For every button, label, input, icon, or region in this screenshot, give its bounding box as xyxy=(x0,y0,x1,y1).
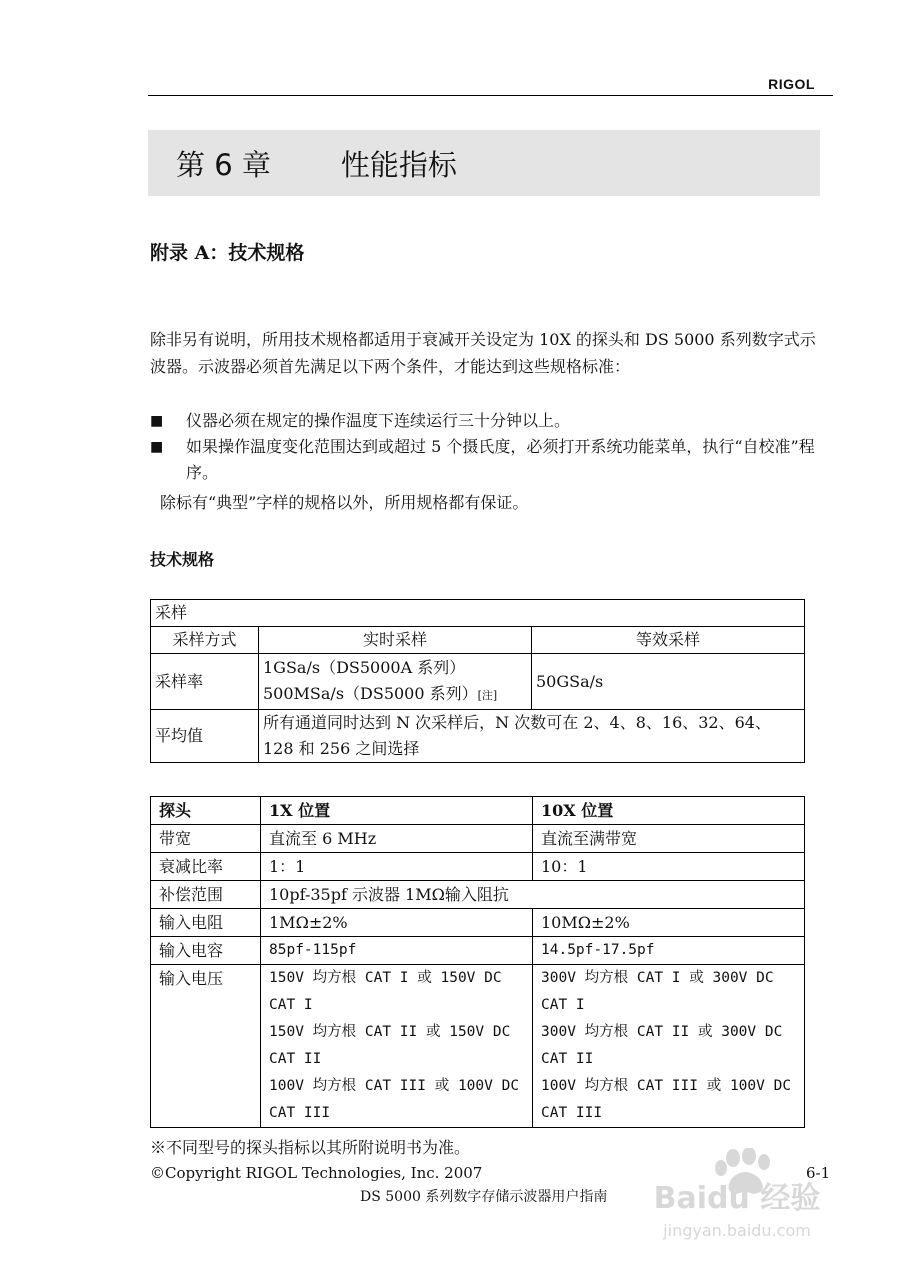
table-row xyxy=(151,853,805,881)
list-item-text: 仪器必须在规定的操作温度下连续运行三十分钟以上。 xyxy=(186,411,571,430)
page-number: 6-1 xyxy=(806,1164,831,1182)
voltage-line: 150V 均方根 CAT II 或 150V DC CAT II xyxy=(269,1024,511,1067)
list-item-text: 如果操作温度变化范围达到或超过 5 个摄氏度，必须打开系统功能菜单，执行“自校准”程序。 xyxy=(186,437,815,482)
table-header-cell: 采样方式 xyxy=(151,627,259,654)
table-caption: 采样 xyxy=(151,600,805,627)
table-row xyxy=(151,654,805,710)
table-cell: 85pf-115pf xyxy=(261,937,533,965)
watermark-url: jingyan.baidu.com xyxy=(663,1221,811,1240)
table-cell: 10：1 xyxy=(533,853,805,881)
table-cell: 衰减比率 xyxy=(151,853,261,881)
table-cell: 1：1 xyxy=(261,853,533,881)
condition-list xyxy=(150,408,830,486)
rate-realtime-line: 500MSa/s（DS5000 系列）[注] xyxy=(263,683,498,703)
intro-paragraph: 除非另有说明，所用技术规格都适用于衰减开关设定为 10X 的探头和 DS 5000 系列数字式示波器。示波器必须首先满足以下两个条件，才能达到这些规格标准： xyxy=(150,330,816,376)
voltage-line: 100V 均方根 CAT III 或 100V DC CAT III xyxy=(269,1078,520,1121)
table-cell xyxy=(533,965,805,1128)
chapter-title: 性能指标 xyxy=(340,148,457,182)
chapter-heading xyxy=(176,143,457,184)
table-cell: 输入电压 xyxy=(151,965,261,1128)
table-row xyxy=(151,627,805,654)
table-cell: 所有通道同时达到 N 次采样后，N 次数可在 2、4、8、16、32、64、128 和 256 之间选择 xyxy=(259,710,805,763)
sampling-table xyxy=(150,599,805,763)
table-cell: 平均值 xyxy=(151,710,259,763)
table-cell xyxy=(259,654,532,710)
rate-realtime-line: 1GSa/s（DS5000A 系列） xyxy=(263,657,466,677)
table-cell: 直流至满带宽 xyxy=(533,825,805,853)
voltage-line: 150V 均方根 CAT I 或 150V DC CAT I xyxy=(269,970,502,1013)
voltage-line: 300V 均方根 CAT II 或 300V DC CAT II xyxy=(541,1024,783,1067)
list-item xyxy=(150,434,830,486)
probe-footnote: ※不同型号的探头指标以其所附说明书为准。 xyxy=(150,1138,471,1157)
header-rule xyxy=(148,95,833,96)
table-header-cell: 10X 位置 xyxy=(533,797,805,825)
header-brand: RIGOL xyxy=(768,76,815,92)
table-row xyxy=(151,825,805,853)
watermark-text: Baidu 经验 xyxy=(653,1181,821,1216)
section-title: 附录 A：技术规格 xyxy=(150,242,305,264)
table-cell: 10pf-35pf 示波器 1MΩ输入阻抗 xyxy=(261,881,805,909)
table-row xyxy=(151,710,805,763)
table-row xyxy=(151,937,805,965)
table-cell: 14.5pf-17.5pf xyxy=(533,937,805,965)
table-cell: 直流至 6 MHz xyxy=(261,825,533,853)
table-row xyxy=(151,965,805,1128)
table-cell: 10MΩ±2% xyxy=(533,909,805,937)
voltage-line: 100V 均方根 CAT III 或 100V DC CAT III xyxy=(541,1078,792,1121)
table-cell: 补偿范围 xyxy=(151,881,261,909)
document-title: DS 5000 系列数字存储示波器用户指南 xyxy=(360,1189,608,1205)
copyright: ©Copyright RIGOL Technologies, Inc. 2007 xyxy=(150,1164,483,1182)
table-cell: 带宽 xyxy=(151,825,261,853)
probe-table xyxy=(150,796,805,1128)
table-row xyxy=(151,881,805,909)
guarantee-note: 除标有“典型”字样的规格以外，所用规格都有保证。 xyxy=(160,493,529,512)
table-header-cell: 实时采样 xyxy=(259,627,532,654)
table-cell: 输入电容 xyxy=(151,937,261,965)
chapter-number: 第 6 章 xyxy=(176,148,271,182)
baidu-watermark xyxy=(637,1148,837,1248)
table-cell: 采样率 xyxy=(151,654,259,710)
spec-title: 技术规格 xyxy=(150,550,215,569)
voltage-line: 300V 均方根 CAT I 或 300V DC CAT I xyxy=(541,970,774,1013)
list-item xyxy=(150,408,830,434)
bullet-square-icon: ■ xyxy=(150,413,164,429)
table-row xyxy=(151,797,805,825)
table-header-cell: 1X 位置 xyxy=(261,797,533,825)
table-row xyxy=(151,909,805,937)
table-cell xyxy=(261,965,533,1128)
table-cell: 输入电阻 xyxy=(151,909,261,937)
table-header-cell: 探头 xyxy=(151,797,261,825)
table-row xyxy=(151,600,805,627)
table-cell: 1MΩ±2% xyxy=(261,909,533,937)
bullet-square-icon: ■ xyxy=(150,439,164,455)
note-marker: [注] xyxy=(477,688,498,702)
table-header-cell: 等效采样 xyxy=(532,627,805,654)
table-cell: 50GSa/s xyxy=(532,654,805,710)
